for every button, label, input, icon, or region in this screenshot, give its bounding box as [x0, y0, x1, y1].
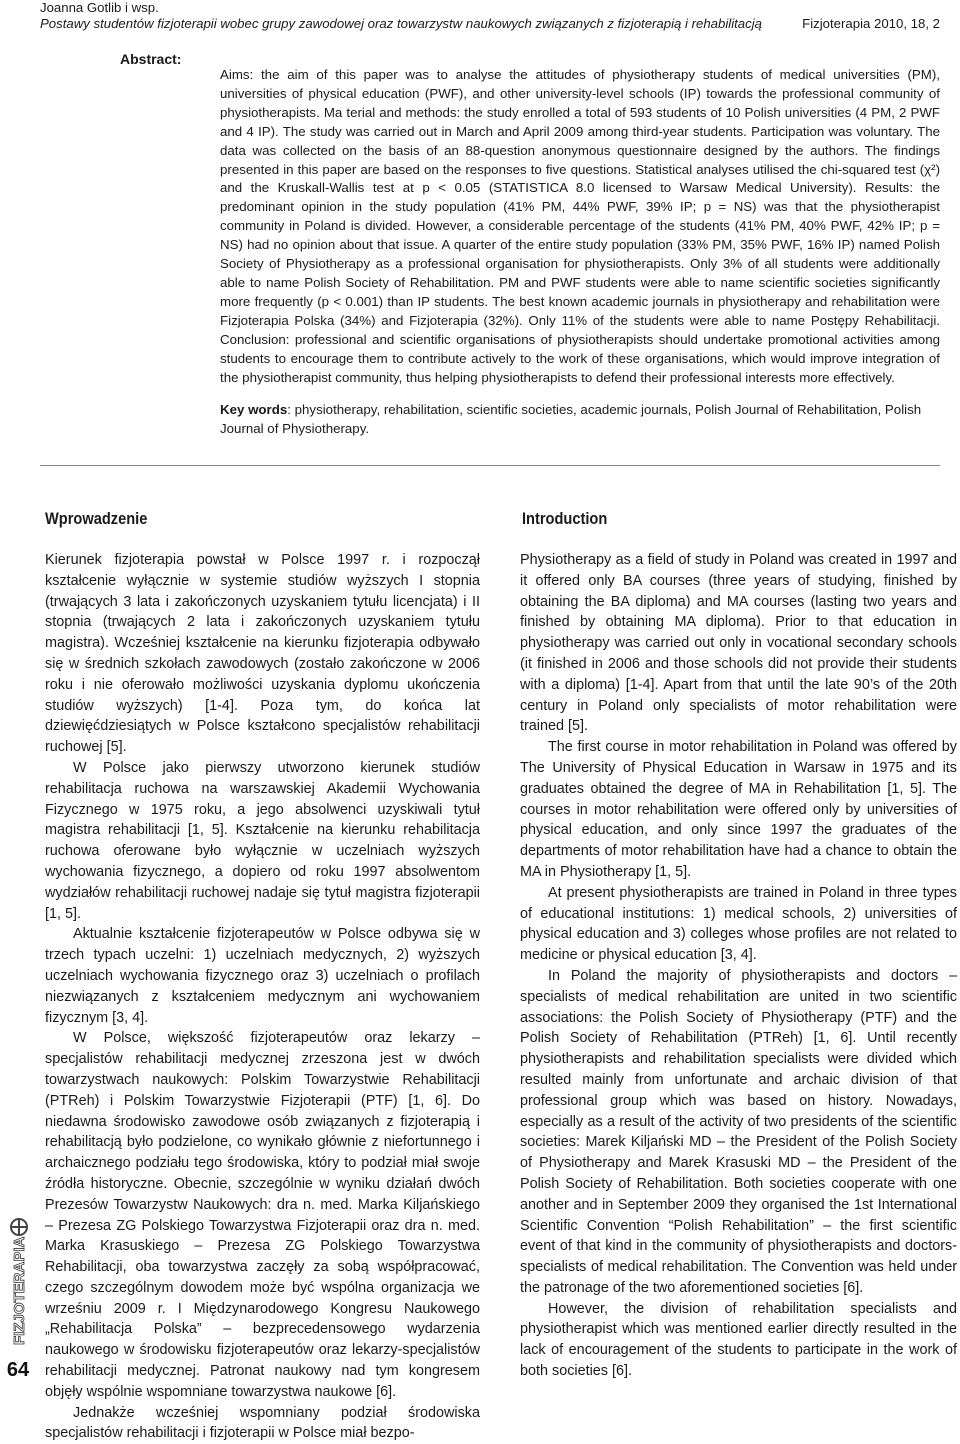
abstract: [220, 66, 940, 387]
header-journal: Fizjoterapia 2010, 18, 2: [802, 16, 940, 31]
left-column: [45, 550, 480, 1444]
heading-introduction: Introduction: [522, 509, 608, 528]
logo-text: FIZJOTERAPIA: [11, 1236, 28, 1345]
keywords: [220, 401, 940, 439]
header-title: Postawy studentów fizjoterapii wobec grupy zawodowej oraz towarzystw naukowych związanych z fizjoterapią i rehabilitacją: [40, 16, 762, 31]
left-paragraph: Aktualnie kształcenie fizjoterapeutów w Polsce odbywa się w trzech typach uczelni: 1) uczelniach medycznych, 2) wyższych uczelniach wychowania fizycznego oraz 3) uczelniach o profilach niezwiązanych z kształceniem medycznym ani wychowaniem fizycznym [3, 4].: [45, 926, 480, 1026]
left-paragraph: Kierunek fizjoterapia powstał w Polsce 1997 r. i rozpoczął kształcenie wyłącznie w systemie studiów wyższych I stopnia (trwających 3 lata i zakończonych uzyskaniem tytułu licencjata) i II stopnia (trwających 2 lata i zakończonych uzyskaniem tytułu magistra). Wcześniej kształcenie na kierunku fizjoterapia odbywało się w średnich szkołach zawodowych (zostało zakończone w 2006 roku i nie oferowało możliwości uzyskania dyplomu ukończenia studiów wyższych) [1-4]. Poza tym, do końca lat dziewięćdziesiątych w Polsce kształcono specjalistów rehabilitacji ruchowej [5].: [45, 552, 480, 756]
page-number: 64: [2, 1346, 34, 1395]
left-paragraph: Jednakże wcześniej wspomniany podział środowiska specjalistów rehabilitacji i fizjoterapii w Polsce miał bezpo-: [45, 1404, 480, 1442]
right-column: [520, 550, 957, 1382]
heading-wprowadzenie: Wprowadzenie: [45, 509, 148, 528]
abstract-text: Aims: the aim of this paper was to analyse the attitudes of physiotherapy students of medical universities (PM), universities of physical education (PWF), and other university-level schools (IP) towards the professional community of physiotherapists. Ma terial and methods: the study enrolled a total of 593 students of 10 Polish universities (4 PM, 2 PWF and 4 IP). The study was carried out in March and April 2009 among third-year students. Participation was voluntary. The data was collected on the basis of an 88-question anonymous questionnaire designed by the authors. The findings presented in this paper are based on the responses to five questions. Statistical analyses utilised the chi-squared test (χ²) and the Kruskall-Wallis test at p < 0.05 (STATISTICA 8.0 licensed to Warsaw Medical University). Results: the predominant opinion in the study population (41% PM, 44% PWF, 39% IP; p = NS) was that the physiotherapist community in Poland is divided. However, a considerable percentage of the students (41% PM, 40% PWF, 42% IP; p = NS) had no opinion about that issue. A quarter of the entire study population (33% PM, 35% PWF, 16% IP) named Polish Society of Physiotherapy as a professional organisation for physiotherapists. Only 3% of all students were additionally able to name Polish Society of Rehabilitation. PM and PWF students were able to name scientific societies significantly more frequently (p < 0.001) than IP students. The best known academic journals in physiotherapy and rehabilitation were Fizjoterapia Polska (34%) and Fizjoterapia (32%). Only 11% of the students were able to name Postępy Rehabilitacji. Conclusion: professional and scientific organisations of physiotherapists should undertake promotional activities among students to encourage them to contribute actively to the work of these organisations, which would improve integration of the physiotherapist community, thus helping physiotherapists to defend their professional interests more effectively.: [220, 67, 940, 385]
right-paragraph: Physiotherapy as a field of study in Poland was created in 1997 and it offered only BA courses (three years of studying, finished by obtaining the BA diploma) and MA courses (lasting two years and finished by obtaining MA diploma). Prior to that education in physiotherapy was carried out only in vocational secondary schools (it finished in 2006 and those schools did not provide their students with a diploma) [1-4]. Apart from that until the late 90’s of the 20th century in Poland only specialists of motor rehabilitation were trained [5].: [520, 552, 957, 735]
keywords-label: Key words: [220, 402, 288, 417]
right-paragraph: In Poland the majority of physiotherapists and doctors – specialists of medical rehabilitation are united in two scientific associations: the Polish Society of Physiotherapy (PTF) and the Polish Society of Rehabilitation (PTReh) [1, 6]. Until recently physiotherapists and rehabilitation specialists were divided which resulted mainly from unfortunate and archaic division of that professional group which was based on history. Nowadays, especially as a result of the activity of two presidents of the scientific societies: Marek Kiljański MD – the President of the Polish Society of Physiotherapy and Marek Krasuski MD – the President of the Polish Society of Rehabilitation. Both societies cooperate with one another and in September 2009 they organised the 1st International Scientific Convention “Polish Rehabilitation” – the first scientific event of that kind in the community of physiotherapists and doctors-specialists of medical rehabilitation. The Convention was held under the patronage of the two aforementioned societies [6].: [520, 967, 957, 1296]
right-paragraph: At present physiotherapists are trained in Poland in three types of educational institutions: 1) medical schools, 2) universities of physical education and 3) colleges whose profiles are not related to medicine or physical education [3, 4].: [520, 884, 957, 964]
abstract-label: Abstract:: [120, 51, 182, 67]
header-row: [40, 16, 940, 32]
keywords-text: : physiotherapy, rehabilitation, scientific societies, academic journals, Polish Journal of Rehabilitation, Polish Journal of Physiotherapy.: [220, 402, 922, 436]
left-paragraph: W Polsce, większość fizjoterapeutów oraz lekarzy – specjalistów rehabilitacji medycznej zrzeszona jest w dwóch towarzystwach naukowych: Polskim Towarzystwie Rehabilitacji (PTReh) i Polskim Towarzystwie Fizjoterapii (PTF) [1, 6]. Do niedawna środowisko zawodowe osób związanych z fizjoterapią i rehabilitacją było podzielone, co wynikało głównie z niefortunnego i archaicznego podziału tego środowiska, który to podział miał swoje źródła historyczne. Obecnie, szczególnie w wyniku działań dwóch Prezesów Towarzystw Naukowych: dra n. med. Marka Kiljańskiego – Prezesa ZG Polskiego Towarzystwa Fizjoterapii oraz dra n. med. Marka Krasuskiego – Prezesa ZG Polskiego Towarzystwa Rehabilitacji, oba towarzystwa zaczęły za sobą współpracować, czego szczególnym dowodem może być wspólna organizacja we wrześniu 2009 r. I Międzynarodowego Kongresu Naukowego „Rehabilitacja Polska” – bezprecedensowego wydarzenia naukowego w środowisku fizjoterapeutów oraz lekarzy-specjalistów rehabilitacji medycznej. Patronat naukowy nad tym kongresem objęły wspólnie wspomniane towarzystwa naukowe [6].: [45, 1030, 480, 1400]
right-paragraph: The first course in motor rehabilitation in Poland was offered by The University of Physical Education in Warsaw in 1975 and its graduates obtained the degree of MA in Rehabilitation [1, 5]. The courses in motor rehabilitation were offered only by universities of physical education, and only since 1997 the graduates of the departments of motor rehabilitation have had a chance to obtain the MA in Physiotherapy [1, 5].: [520, 739, 957, 880]
header-authors: Joanna Gotlib i wsp.: [40, 0, 159, 15]
running-header: [40, 0, 940, 32]
left-paragraph: W Polsce jako pierwszy utworzono kierunek studiów rehabilitacja ruchowa na warszawskiej Akademii Wychowania Fizycznego w 1975 roku, a jego absolwenci uzyskiwali tytuł magistra rehabilitacji [1, 5]. Kształcenie na kierunku rehabilitacja ruchowa oferowane było wyłącznie w uczelniach wyższych wychowania fizycznego, a dopiero od roku 1997 absolwentom wydziałów rehabilitacji ruchowej nadaje się tytuł magistra fizjoterapii [1, 5].: [45, 759, 480, 922]
right-paragraph: However, the division of rehabilitation specialists and physiotherapist which was mentioned earlier directly resulted in the lack of encouragement of the students to participate in the work of both societies [6].: [520, 1300, 957, 1380]
section-divider: [40, 465, 940, 466]
